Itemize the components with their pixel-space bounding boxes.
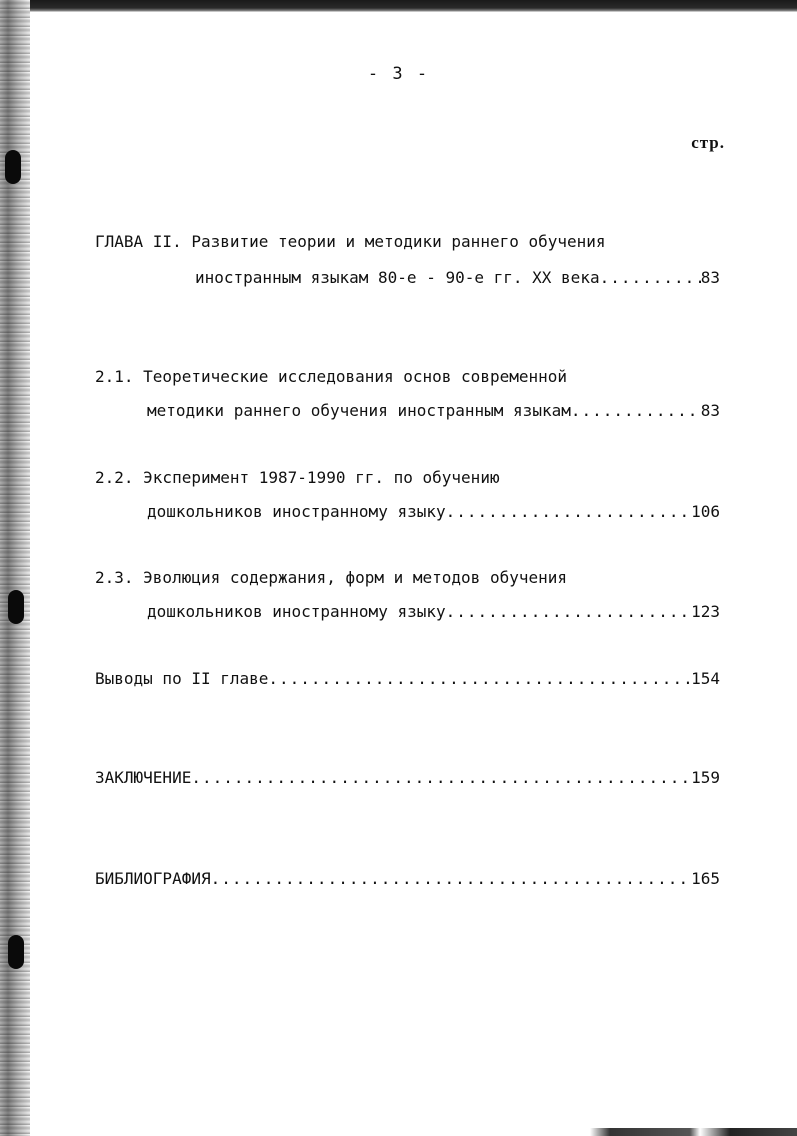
punch-hole-icon	[8, 590, 24, 624]
chapter-page-number: 83	[700, 268, 720, 287]
leader-dots	[211, 869, 692, 888]
conclusion-entry	[95, 768, 720, 787]
section-2-1-entry	[147, 401, 720, 420]
section-2-1-line2: методики раннего обучения иностранным языкам	[147, 401, 571, 420]
scan-edge-bottom	[590, 1128, 797, 1136]
punch-hole-icon	[5, 150, 21, 184]
leader-dots	[191, 768, 691, 787]
section-2-2-entry	[147, 502, 720, 521]
leader-dots	[600, 268, 701, 287]
conclusions-chapter-entry	[95, 669, 720, 688]
conclusions-chapter-page-number: 154	[691, 669, 720, 688]
leader-dots	[446, 602, 691, 621]
scan-edge-top	[0, 0, 797, 12]
page-column-header: стр.	[691, 133, 725, 152]
conclusion-label: ЗАКЛЮЧЕНИЕ	[95, 768, 192, 787]
bibliography-label: БИБЛИОГРАФИЯ	[95, 869, 211, 888]
leader-dots	[571, 401, 701, 420]
section-2-3-page-number: 123	[691, 602, 720, 621]
section-2-1-line1: 2.1. Теоретические исследования основ современной	[95, 367, 568, 386]
bibliography-entry	[95, 869, 720, 888]
section-2-3-entry	[147, 602, 720, 621]
punch-hole-icon	[8, 935, 24, 969]
bibliography-page-number: 165	[691, 869, 720, 888]
conclusion-page-number: 159	[691, 768, 720, 787]
chapter-title-line2: иностранным языкам 80-е - 90-е гг. XX века	[195, 268, 600, 287]
section-2-2-line2: дошкольников иностранному языку	[147, 502, 446, 521]
chapter-title-entry	[195, 268, 720, 287]
section-2-2-page-number: 106	[691, 502, 720, 521]
section-2-3-line1: 2.3. Эволюция содержания, форм и методов обучения	[95, 568, 568, 587]
section-2-2-line1: 2.2. Эксперимент 1987-1990 гг. по обучению	[95, 468, 500, 487]
conclusions-chapter-label: Выводы по II главе	[95, 669, 269, 688]
leader-dots	[268, 669, 691, 688]
section-2-3-line2: дошкольников иностранному языку	[147, 602, 446, 621]
section-2-1-page-number: 83	[700, 401, 720, 420]
page-number: - 3 -	[367, 64, 430, 84]
chapter-title-line1: ГЛАВА II. Развитие теории и методики раннего обучения	[95, 232, 606, 251]
leader-dots	[446, 502, 691, 521]
